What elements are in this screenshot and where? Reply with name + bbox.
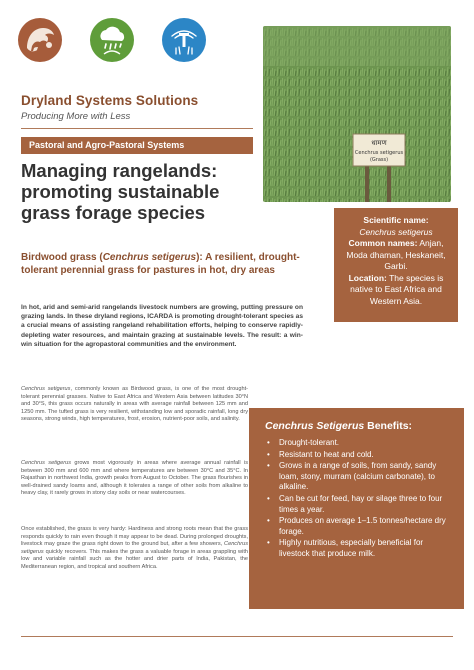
benefit-item: • Can be cut for feed, hay or silage three to four times a year.	[275, 494, 452, 515]
species-facts-box	[334, 208, 458, 322]
para2-text: grows most vigorously in areas where average annual rainfall is between 300 mm and 600 mm and where temperatures are between 30°C and 35°C. In Rajasthan in northwest India, growth peaks from August to October. The grass flourishes in well-drained sandy loams and, although it tolerates a range of other soils from alkaline to heavy clay, it rarely grows in stony clay soils or near watercourses.	[21, 460, 248, 497]
scientific-name-label: Scientific name:	[363, 215, 429, 225]
brand-tagline: Producing More with Less	[21, 111, 131, 122]
body-paragraph-1	[21, 386, 248, 424]
benefits-title	[265, 420, 452, 432]
para3-species: Cenchrus setigerus	[21, 541, 248, 555]
benefit-item: • Grows in a range of soils, from sandy, sandy loam, stony, murram (calcium carbonate), to alkaline.	[275, 461, 452, 493]
sign-label-1: धामण	[371, 139, 387, 147]
section-banner: Pastoral and Agro-Pastoral Systems	[21, 137, 253, 154]
subtitle-suffix: ): A resilient, drought-tolerant perennial grass for pastures in hot, dry areas	[21, 252, 300, 276]
common-names-label: Common names:	[348, 238, 418, 248]
para2-species: Cenchrus setigerus	[21, 460, 72, 466]
para3-text-b: quickly recovers. This makes the grass a valuable forage in areas grappling with low and variable rainfall such as the hotter and drier parts of India, Pakistan, the Mediterranean region, and tropical and southern Africa.	[21, 548, 248, 570]
benefit-item: • Drought-tolerant.	[275, 438, 452, 449]
benefits-box	[249, 408, 464, 609]
benefit-item: • Resistant to heat and cold.	[275, 450, 452, 461]
page-title: Managing rangelands: promoting sustainable grass forage species	[21, 160, 220, 223]
benefit-item: • Highly nutritious, especially beneficial for livestock that produce milk.	[275, 538, 452, 559]
footer-divider	[21, 636, 453, 637]
subtitle-prefix: Birdwood grass (	[21, 252, 103, 263]
location-label: Location:	[348, 272, 387, 283]
benefits-title-suffix: Benefits:	[364, 420, 413, 432]
subtitle-species: Cenchrus setigerus	[102, 252, 197, 263]
brand-divider	[21, 128, 253, 129]
common-names-value: Anjan, Moda dhaman, Heskaneit, Garbi.	[346, 238, 446, 271]
intro-paragraph: In hot, arid and semi-arid rangelands livestock numbers are growing, putting pressure on grazing lands. In these dryland regions, ICARDA is promoting drought-tolerant species as a crucial means of assisting rangeland rehabilitation efforts, helping to conserve rapidly-depleting water resources, and maintain grazing at sustainable levels. The result: a win-win situation for the agropastoral communities and the environment.	[21, 304, 303, 348]
body-paragraph-2	[21, 460, 248, 498]
sign-label-2: Cenchrus setigerus	[354, 150, 404, 156]
para1-text: , commonly known as Birdwood grass, is one of the most drought-tolerant perennial grasses. Native to East Africa and Western Asia between latitudes 30°N and 30°S, this grass occurs naturally in areas with average rainfall between 125 mm and 1250 mm. The tufted grass is very resilient, withstanding low and sporadic rainfall, long dry seasons, strong winds, high temperatures, frost, erosion, nutrient-poor soils, and salinity.	[21, 386, 248, 423]
scientific-name-value: Cenchrus setigerus	[359, 226, 433, 237]
body-paragraph-3	[21, 526, 248, 572]
section-subtitle	[21, 251, 301, 277]
livestock-map-icon	[18, 18, 62, 62]
rain-cloud-icon	[90, 18, 134, 62]
location-value: The species is native to East Africa and Western Asia.	[350, 272, 444, 306]
para1-species: Cenchrus setigerus	[21, 386, 71, 392]
para3-text-a: Once established, the grass is very hardy: Hardiness and strong roots mean that the grass responds quickly to rain even though it may appear to be dead. During prolonged droughts, livestock may graze the grass right down to the ground but, after a few showers,	[21, 526, 248, 548]
benefit-item: • Produces on average 1–1.5 tonnes/hectare dry forage.	[275, 516, 452, 537]
grass-photo	[263, 26, 451, 202]
sign-label-3: (Grass)	[369, 157, 389, 163]
benefits-title-species: Cenchrus Setigerus	[265, 420, 365, 432]
brand-title: Dryland Systems Solutions	[21, 93, 199, 108]
benefits-list	[265, 438, 452, 560]
irrigation-sprinkler-icon	[162, 18, 206, 62]
